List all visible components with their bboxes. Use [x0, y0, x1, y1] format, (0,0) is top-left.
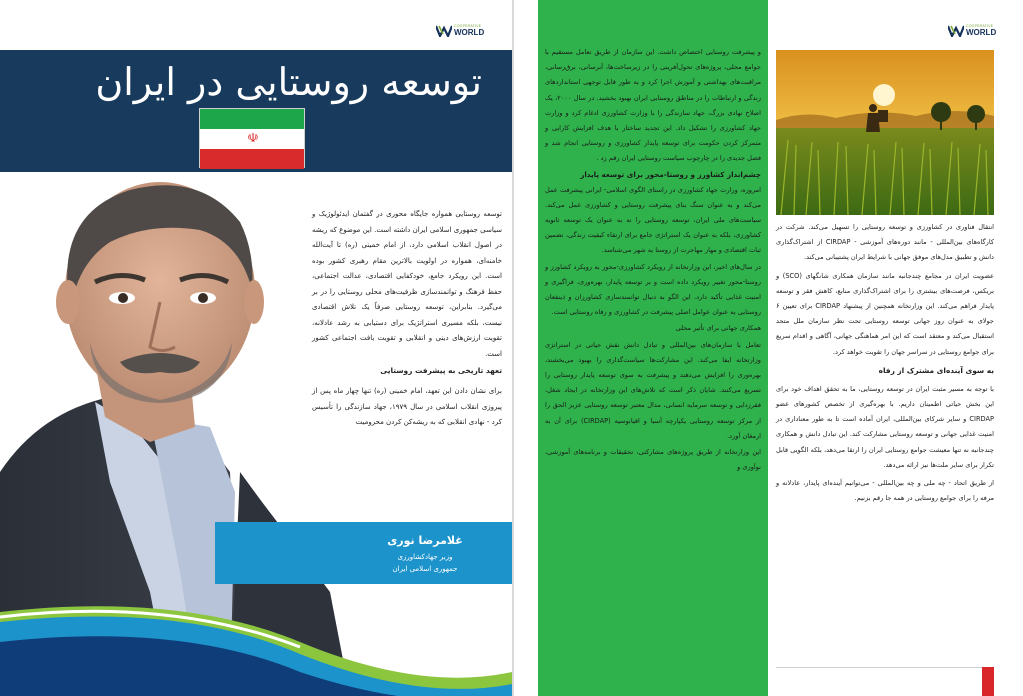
brand-mark-icon — [948, 25, 964, 37]
intro-paragraph: توسعه روستایی همواره جایگاه محوری در گفتمان ایدئولوژیک و سیاسی جمهوری اسلامی ایران داشته است. این موضوع که ریشه در اصول انقلاب اسلامی دارد، از امام خمینی (ره) تا آیت‌الله خامنه‌ای، همواره در اولویت بالاترین مقام رهبری کشور بوده است. این رویکرد جامع، خودکفایی اقتصادی، عدالت اجتماعی، حفظ فرهنگ و توانمندسازی ظرفیت‌های محلی روستایی را در بر می‌گیرد. بنابراین، توسعه روستایی صرفاً یک تلاش اقتصادی نیست، بلکه مسیری استراتژیک برای دستیابی به رشد عادلانه، تقویت ارزش‌های دینی و انقلابی و تقویت بافت اجتماعی کشور است. — [312, 210, 502, 358]
brand-mark-icon — [436, 25, 452, 37]
right-paragraph-3: با توجه به مسیر مثبت ایران در توسعه روستایی، ما به تحقق اهداف خود برای این بخش حیاتی اطمینان داریم. با بهره‌گیری از تخصص کشورهای عضو CIRDAP و سایر شرکای بین‌المللی، ایران آماده است تا به طور معناداری در امنیت غذایی جهانی و توسعه روستایی مشارکت کند. این تبادل دانش و همکاری چندجانبه نه تنها معیشت جوامع روستایی ایران را ارتقا می‌دهد، بلکه الگویی قابل تکرار برای سایر ملت‌ها نیز ارائه می‌دهد. — [776, 384, 994, 469]
iran-emblem-icon: ☫ — [247, 131, 259, 146]
green-text-column — [545, 45, 761, 476]
footer-divider — [776, 667, 988, 668]
page-title: توسعه روستایی در ایران — [95, 60, 482, 104]
logo-big-text: WORLD — [966, 27, 997, 37]
brand-logo-right — [948, 25, 996, 37]
right-paragraph-4: از طریق اتحاد - چه ملی و چه بین‌المللی - می‌توانیم آینده‌ای پایدار، عادلانه و مرفه را برای جوامع روستایی در همه جا رقم بزنیم. — [776, 479, 994, 503]
minister-name: غلامرضا نوری — [387, 534, 463, 547]
green-heading-1: چشم‌انداز کشاورز و روستا-محور برای توسعه پایدار — [580, 169, 761, 179]
green-paragraph-5: این وزارتخانه از طریق پروژه‌های مشارکتی، تحقیقات و برنامه‌های آموزشی، نوآوری و — [545, 448, 761, 472]
farmer-field-photo — [776, 50, 994, 215]
minister-role: وزیر جهادکشاورزی — [397, 553, 453, 561]
history-paragraph: برای نشان دادن این تعهد، امام خمینی (ره) تنها چهار ماه پس از پیروزی انقلاب اسلامی در سال ۱۹۷۹، جهاد سازندگی را تأسیس کرد - نهادی انقلابی که به ریشه‌کن کردن محرومیت — [312, 387, 502, 426]
logo-small-text: COOPERATIVE — [966, 24, 994, 29]
green-paragraph-1: و پیشرفت روستایی اختصاص داشت. این سازمان از طریق تعامل مستقیم با جوامع محلی، پروژه‌های تحول‌آفرینی را در زیرساخت‌ها، آبرسانی، برق‌رسانی، مراقبت‌های بهداشتی و آموزش اجرا کرد و به طور قابل توجهی استانداردهای زندگی و ارتباطات را در مناطق روستایی ایران بهبود بخشید. در سال ۲۰۰۰، یک اصلاح نهادی بزرگ، جهاد سازندگی را با وزارت کشاورزی ادغام کرد و وزارت جهاد کشاورزی را تشکیل داد. این تجدید ساختار با هدف افزایش کارایی و متمرکز کردن حکومت برای توسعه پایدار کشاورزی و روستایی انجام شد و فصل جدیدی را در چارچوب سیاست روستایی ایران رقم زد . — [545, 48, 761, 163]
left-text-column — [312, 207, 502, 433]
title-banner — [0, 50, 512, 172]
name-caption-box — [215, 522, 512, 584]
green-paragraph-2: امروزه، وزارت جهاد کشاورزی در راستای الگوی اسلامی- ایرانی پیشرفت عمل می‌کند و به عنوان سنگ بنای پیشرفت روستایی و کشاورزی عمل می‌کند. سیاست‌های ملی ایران، توسعه روستایی را نه به عنوان یک توسعه ثانویه کشاورزی، بلکه به عنوان یک استراتژی جامع برای ارتقاء کیفیت زندگی، تضمین ثبات اقتصادی و مهار مهاجرت از روستا به شهر می‌شناسد. — [545, 185, 761, 255]
right-heading: به سوی آینده‌ای مشترک از رفاه — [878, 365, 994, 375]
history-heading: تعهد تاریخی به پیشرفت روستایی — [380, 366, 502, 375]
minister-org: جمهوری اسلامی ایران — [392, 565, 458, 573]
logo-big-text: WORLD — [454, 27, 485, 37]
right-paragraph-2: عضویت ایران در مجامع چندجانبه مانند سازمان همکاری شانگهای (SCO) و بریکس، فرصت‌های بیشتری را برای اشتراک‌گذاری منابع، کاهش فقر و توسعه پایدار فراهم می‌کند. این وزارتخانه همچنین از پیشنهاد CIRDAP برای تعیین ۶ جولای به عنوان روز جهانی توسعه روستایی تحت نظر سازمان ملل متحد استقبال می‌کند و معتقد است که این امر هماهنگی جهانی، آگاهی و اقدام سریع برای جوامع روستایی در سراسر جهان را تقویت خواهد کرد. — [776, 271, 994, 356]
green-paragraph-3: در سال‌های اخیر، این وزارتخانه از رویکرد کشاورزی-محور به رویکرد کشاورز و روستا-محور تغییر رویکرد داده است و بر توسعه پایدار، بهره‌وری، فراگیری و امنیت غذایی تأکید دارد. این الگو به دنبال توانمندسازی کشاورزان و ذینفعان روستایی به عنوان عوامل اصلی پیشرفت در کشاورزی و رفاه روستایی است. — [545, 262, 761, 317]
right-text-column — [776, 220, 994, 509]
logo-small-text: COOPERATIVE — [454, 24, 482, 29]
footer-accent-bar — [982, 667, 994, 696]
green-subheading: همکاری جهانی برای تأثیر محلی — [675, 324, 761, 333]
right-paragraph-1: انتقال فناوری در کشاورزی و توسعه روستایی را تسهیل می‌کند. شرکت در کارگاه‌های بین‌المللی - مانند دوره‌های آموزشی - CIRDAP از اشتراک‌گذاری دانش و تطبیق مدل‌های موفق جهانی با شرایط ایران پشتیبانی می‌کند. — [776, 223, 994, 262]
iran-flag — [199, 108, 305, 168]
brand-logo — [436, 25, 484, 37]
green-paragraph-4: تعامل با سازمان‌های بین‌المللی و تبادل دانش نقش حیاتی در استراتژی وزارتخانه ایفا می‌کند. این مشارکت‌ها سیاست‌گذاری را بهبود می‌بخشند، بهره‌وری را افزایش می‌دهند و پیشرفت به سوی توسعه پایدار روستایی را تسریع می‌کنند. شایان ذکر است که تلاش‌های این وزارتخانه در ایجاد شغل، فقرزدایی و توسعه سرمایه انسانی، مدال معتبر توسعه روستایی عزیز الحق را از مرکز توسعه روستایی یکپارچه آسیا و اقیانوسیه (CIRDAP) برای آن به ارمغان آورد. — [545, 340, 762, 440]
